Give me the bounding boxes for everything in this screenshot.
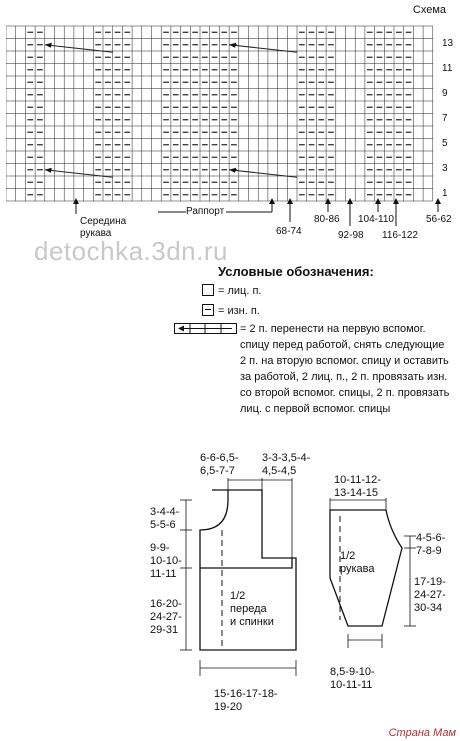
cable-arrow-head (45, 43, 52, 48)
size-label-4: 104-110 (358, 214, 394, 225)
row-number-3: 3 (442, 163, 448, 174)
cable-arrow-head (229, 168, 236, 173)
chart-grid (6, 26, 433, 201)
legend-title: Условные обозначения: (218, 264, 374, 279)
sleeve-center-label: 1/2 рукава (340, 550, 375, 575)
legend-cable-text: = 2 п. перенести на первую вспомог. спицу перед работой, снять следующие 2 п. на вторую вспомог. спицу и оставить за работой, 2 лиц. п., 2 п. провязать изн. со второй вспомог. спицы, 2 п. провязать лиц. с первой вспомог. спицы (240, 323, 450, 415)
knit-symbol-icon (202, 284, 214, 296)
chart-title: Схема (412, 4, 446, 16)
row-number-13: 13 (442, 38, 454, 49)
body-top-left-dim: 6-6-6,5- 6,5-7-7 (200, 452, 239, 477)
sleeve-top-dim: 10-11-12- 13-14-15 (334, 474, 381, 499)
body-left-dim-1: 3-4-4- 5-5-6 (150, 506, 180, 531)
cable-arrow-head (229, 43, 236, 48)
knitting-chart (6, 22, 442, 204)
body-left-dim-3: 16-20- 24-27- 29-31 (150, 598, 182, 636)
legend-knit (202, 284, 261, 297)
site-logo: Страна Мам (388, 727, 456, 739)
body-center-label: 1/2 переда и спинки (230, 590, 274, 628)
size-label-1: 68-74 (276, 226, 302, 237)
purl-symbol-icon (202, 304, 214, 316)
body-top-right-dim: 3-3-3,5-4- 4,5-4,5 (262, 452, 311, 477)
cable-symbol-icon (174, 323, 238, 335)
sleeve-right-dim-1: 4-5-6- 7-8-9 (416, 532, 446, 557)
size-label-3: 92-98 (338, 230, 364, 241)
sleeve-bottom-dim: 8,5-9-10- 10-11-11 (330, 666, 375, 691)
row-number-1: 1 (442, 188, 448, 199)
watermark-text: detochka.3dn.ru (34, 236, 228, 266)
body-left-dim-2: 9-9- 10-10- 11-11 (150, 542, 182, 580)
row-number-11: 11 (442, 63, 453, 74)
legend-purl-text: = изн. п. (218, 305, 260, 317)
body-schematic (130, 450, 330, 720)
legend-knit-text: = лиц. п. (218, 285, 262, 297)
row-number-5: 5 (442, 138, 448, 149)
row-number-7: 7 (442, 113, 448, 124)
legend-purl (202, 304, 260, 317)
label-repeat: Раппорт (186, 206, 225, 217)
body-bottom-dim: 15-16-17-18- 19-20 (214, 688, 278, 713)
size-label-2: 80-86 (314, 214, 340, 225)
sleeve-right-dim-2: 17-19- 24-27- 30-34 (414, 576, 446, 614)
size-label-5: 116-122 (382, 230, 418, 241)
row-number-9: 9 (442, 88, 448, 99)
label-sleeve-center: Середина рукава (80, 216, 127, 239)
size-label-6: 56-62 (426, 214, 452, 225)
cable-arrow-head (45, 168, 52, 173)
